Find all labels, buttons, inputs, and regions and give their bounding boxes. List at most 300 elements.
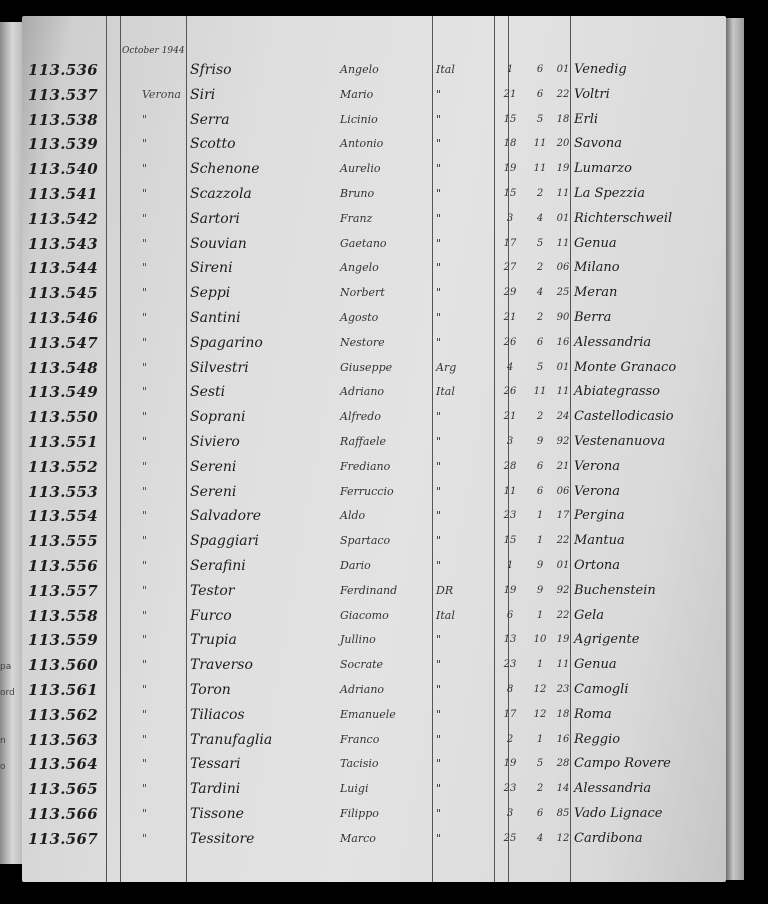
left-edge-fragment: pa: [0, 662, 12, 672]
nationality: ": [436, 335, 442, 349]
birth-year: 22: [556, 88, 570, 100]
surname: Tiliacos: [190, 706, 245, 723]
prisoner-number: 113.567: [28, 829, 98, 848]
arrival-note: ": [142, 162, 148, 176]
prisoner-number: 113.548: [28, 358, 98, 377]
nationality: ": [436, 112, 442, 126]
birth-place: Campo Rovere: [574, 756, 671, 772]
prisoner-number: 113.544: [28, 259, 98, 278]
first-name: Aurelio: [340, 162, 381, 176]
table-row: [22, 232, 726, 257]
birth-year: 22: [556, 535, 570, 547]
birth-month: 11: [533, 163, 547, 175]
prisoner-number: 113.557: [28, 581, 98, 600]
table-row: [22, 108, 726, 133]
birth-place: Castellodicasio: [574, 409, 674, 425]
nationality: ": [436, 683, 442, 696]
nationality: ": [436, 782, 442, 796]
nationality: ": [436, 509, 442, 523]
table-row: [22, 207, 726, 232]
first-name: Norbert: [340, 286, 385, 300]
birth-day: 4: [506, 361, 514, 373]
table-row: [22, 480, 726, 505]
arrival-note: ": [142, 707, 148, 721]
birth-place: Agrigente: [574, 632, 640, 648]
birth-year: 19: [556, 634, 570, 646]
table-row: [22, 529, 726, 554]
surname: Toron: [190, 682, 231, 698]
surname: Sartori: [190, 210, 240, 227]
birth-place: Reggio: [574, 731, 621, 747]
prisoner-number: 113.555: [28, 532, 98, 551]
surname: Sereni: [190, 483, 237, 500]
arrival-note: ": [142, 757, 148, 771]
prisoner-number: 113.556: [28, 557, 98, 575]
birth-month: 11: [533, 138, 547, 150]
prisoner-number: 113.552: [28, 457, 98, 476]
nationality: ": [436, 831, 442, 845]
birth-year: 16: [556, 733, 570, 745]
table-row: [22, 157, 726, 182]
birth-year: 14: [556, 783, 570, 795]
surname: Tessitore: [190, 830, 255, 847]
arrival-note: ": [142, 236, 148, 250]
header-date-note: October 1944: [122, 46, 185, 56]
nationality: Arg: [436, 360, 457, 374]
left-page-edge: [0, 22, 22, 864]
nationality: ": [436, 187, 442, 200]
arrival-note: ": [142, 831, 148, 845]
prisoner-number: 113.565: [28, 780, 98, 799]
birth-place: Lumarzo: [574, 161, 632, 177]
birth-month: 4: [536, 287, 544, 299]
birth-day: 1: [506, 64, 514, 75]
first-name: Giacomo: [340, 608, 389, 622]
nationality: Ital: [436, 63, 455, 76]
birth-place: Voltri: [574, 86, 610, 102]
arrival-note: ": [142, 211, 148, 225]
nationality: ": [436, 707, 442, 721]
birth-day: 28: [503, 460, 517, 472]
table-row: [22, 455, 726, 480]
birth-day: 6: [506, 609, 514, 621]
table-row: [22, 504, 726, 529]
surname: Scazzola: [190, 186, 252, 202]
birth-day: 21: [503, 312, 517, 323]
table-row: [22, 827, 726, 852]
prisoner-number: 113.546: [28, 309, 98, 327]
table-row: [22, 182, 726, 207]
first-name: Luigi: [340, 782, 369, 796]
birth-month: 2: [536, 262, 544, 274]
birth-year: 11: [556, 386, 570, 398]
arrival-note: ": [142, 137, 148, 151]
surname: Siviero: [190, 434, 240, 450]
first-name: Adriano: [340, 385, 385, 399]
table-row: [22, 604, 726, 629]
surname: Tranufaglia: [190, 731, 273, 748]
prisoner-number: 113.558: [28, 606, 98, 625]
birth-day: 19: [503, 758, 517, 770]
birth-day: 19: [503, 584, 517, 596]
birth-month: 10: [533, 634, 547, 646]
prisoner-number: 113.547: [28, 333, 98, 352]
nationality: ": [436, 658, 442, 672]
birth-place: Cardibona: [574, 830, 643, 846]
birth-month: 4: [536, 212, 544, 224]
nationality: ": [436, 633, 442, 647]
birth-day: 23: [503, 659, 517, 671]
table-row: [22, 728, 726, 753]
nationality: ": [436, 757, 442, 771]
birth-day: 23: [503, 510, 517, 522]
surname: Testor: [190, 582, 235, 599]
birth-month: 1: [536, 510, 544, 522]
prisoner-number: 113.566: [28, 805, 98, 823]
surname: Furco: [190, 607, 232, 624]
birth-month: 9: [536, 436, 544, 447]
birth-year: 11: [556, 659, 570, 671]
prisoner-number: 113.545: [28, 284, 98, 303]
nationality: DR: [436, 583, 454, 597]
first-name: Emanuele: [340, 707, 396, 721]
arrival-note: ": [142, 187, 148, 200]
birth-year: 01: [556, 361, 570, 373]
surname: Scotto: [190, 136, 236, 153]
table-row: [22, 306, 726, 331]
birth-year: 18: [556, 113, 570, 125]
first-name: Adriano: [340, 683, 385, 696]
nationality: ": [436, 162, 442, 176]
birth-day: 17: [503, 708, 517, 720]
first-name: Tacisio: [340, 757, 379, 771]
arrival-note: ": [142, 782, 148, 796]
birth-place: Buchenstein: [574, 582, 656, 598]
table-row: [22, 405, 726, 430]
surname: Siri: [190, 86, 216, 103]
first-name: Spartaco: [340, 534, 391, 548]
first-name: Franco: [340, 732, 380, 746]
table-row: [22, 256, 726, 281]
birth-month: 1: [536, 733, 544, 745]
birth-year: 92: [556, 584, 570, 596]
birth-month: 2: [536, 312, 544, 323]
birth-place: Verona: [574, 483, 621, 499]
first-name: Filippo: [340, 807, 379, 820]
left-edge-fragment: n: [0, 736, 6, 746]
first-name: Angelo: [340, 261, 379, 275]
register-page: [22, 16, 726, 882]
surname: Soprani: [190, 409, 246, 426]
birth-day: 21: [503, 88, 517, 100]
birth-month: 6: [536, 460, 544, 472]
arrival-note: ": [142, 583, 148, 597]
birth-year: 11: [556, 188, 570, 199]
table-row: [22, 628, 726, 653]
birth-day: 8: [506, 684, 514, 695]
birth-month: 2: [536, 188, 544, 199]
first-name: Nestore: [340, 335, 385, 349]
birth-month: 9: [536, 584, 544, 596]
birth-year: 22: [556, 609, 570, 621]
table-row: [22, 678, 726, 703]
birth-place: Monte Granaco: [574, 359, 677, 375]
nationality: ": [436, 559, 442, 572]
prisoner-number: 113.549: [28, 383, 98, 402]
table-row: [22, 331, 726, 356]
birth-year: 90: [556, 312, 570, 323]
surname: Traverso: [190, 657, 253, 674]
birth-year: 11: [556, 237, 570, 249]
first-name: Jullino: [340, 633, 376, 647]
birth-month: 2: [536, 411, 544, 423]
table-row: [22, 554, 726, 579]
birth-month: 6: [536, 485, 544, 497]
surname: Sireni: [190, 260, 233, 277]
prisoner-number: 113.563: [28, 730, 98, 749]
birth-place: Abiategrasso: [574, 384, 660, 400]
arrival-note: ": [142, 658, 148, 672]
first-name: Marco: [340, 831, 376, 845]
table-row: [22, 356, 726, 381]
arrival-note: ": [142, 410, 148, 424]
surname: Silvestri: [190, 359, 249, 376]
prisoner-number: 113.562: [28, 705, 98, 724]
nationality: ": [436, 732, 442, 746]
first-name: Frediano: [340, 459, 391, 473]
birth-month: 1: [536, 609, 544, 621]
left-edge-fragment: o: [0, 762, 6, 772]
first-name: Alfredo: [340, 410, 381, 424]
prisoner-number: 113.561: [28, 681, 98, 699]
birth-place: Roma: [574, 706, 612, 722]
birth-month: 9: [536, 560, 544, 571]
arrival-note: ": [142, 335, 148, 349]
birth-month: 12: [533, 708, 547, 720]
prisoner-number: 113.538: [28, 110, 98, 129]
surname: Seppi: [190, 285, 231, 302]
birth-day: 13: [503, 634, 517, 646]
arrival-note: ": [142, 286, 148, 300]
first-name: Aldo: [340, 509, 366, 523]
table-row: [22, 752, 726, 777]
nationality: ": [436, 534, 442, 548]
page-curl: [726, 18, 744, 880]
birth-place: Verona: [574, 458, 621, 474]
table-row: [22, 802, 726, 827]
table-row: [22, 380, 726, 405]
birth-place: Genua: [574, 657, 617, 673]
birth-day: 19: [503, 163, 517, 175]
birth-place: Erli: [574, 111, 599, 127]
birth-place: Mantua: [574, 533, 625, 549]
arrival-note: ": [142, 311, 148, 324]
prisoner-number: 113.541: [28, 185, 98, 203]
arrival-note: ": [142, 435, 148, 448]
birth-day: 25: [503, 832, 517, 844]
birth-month: 4: [536, 832, 544, 844]
prisoner-number: 113.537: [28, 85, 98, 104]
surname: Tessari: [190, 756, 241, 773]
arrival-note: ": [142, 112, 148, 126]
prisoner-number: 113.542: [28, 209, 98, 228]
birth-month: 5: [536, 113, 544, 125]
birth-day: 15: [503, 535, 517, 547]
prisoner-number: 113.543: [28, 234, 98, 253]
birth-place: Vestenanuova: [574, 434, 666, 449]
table-row: [22, 777, 726, 802]
birth-month: 2: [536, 783, 544, 795]
birth-month: 5: [536, 361, 544, 373]
birth-day: 27: [503, 262, 517, 274]
arrival-note: ": [142, 459, 148, 473]
birth-year: 01: [556, 560, 570, 571]
left-edge-fragment: ord: [0, 688, 15, 698]
birth-place: Milano: [574, 260, 620, 276]
surname: Spagarino: [190, 334, 263, 351]
surname: Schenone: [190, 161, 260, 178]
birth-month: 6: [536, 808, 544, 819]
surname: Sesti: [190, 384, 226, 401]
birth-month: 5: [536, 237, 544, 249]
arrival-note: ": [142, 385, 148, 399]
birth-month: 5: [536, 758, 544, 770]
surname: Tardini: [190, 781, 241, 798]
surname: Sfriso: [190, 62, 232, 78]
birth-day: 23: [503, 783, 517, 795]
arrival-note: ": [142, 534, 148, 548]
birth-day: 15: [503, 113, 517, 125]
birth-year: 06: [556, 485, 570, 497]
birth-year: 23: [556, 684, 570, 695]
prisoner-number: 113.536: [28, 61, 98, 79]
surname: Spaggiari: [190, 533, 259, 550]
table-row: [22, 83, 726, 108]
arrival-note: ": [142, 484, 148, 498]
table-row: [22, 281, 726, 306]
arrival-note: ": [142, 633, 148, 647]
nationality: ": [436, 261, 442, 275]
birth-month: 12: [533, 684, 547, 695]
birth-day: 17: [503, 237, 517, 249]
birth-month: 6: [536, 336, 544, 348]
birth-day: 18: [503, 138, 517, 150]
arrival-note: ": [142, 509, 148, 523]
nationality: ": [436, 410, 442, 424]
prisoner-number: 113.550: [28, 408, 98, 427]
birth-year: 18: [556, 708, 570, 720]
birth-month: 6: [536, 64, 544, 75]
birth-day: 26: [503, 386, 517, 398]
birth-year: 17: [556, 510, 570, 522]
birth-day: 3: [506, 808, 514, 819]
birth-day: 11: [503, 485, 517, 497]
first-name: Raffaele: [340, 435, 386, 448]
prisoner-number: 113.560: [28, 656, 98, 675]
prisoner-number: 113.559: [28, 631, 98, 650]
table-row: [22, 703, 726, 728]
birth-day: 3: [506, 212, 514, 224]
nationality: ": [436, 311, 442, 324]
birth-year: 24: [556, 411, 570, 423]
table-row: [22, 132, 726, 157]
arrival-note: Verona: [142, 87, 181, 101]
birth-place: Alessandria: [574, 781, 652, 797]
birth-year: 19: [556, 163, 570, 175]
surname: Trupia: [190, 632, 237, 649]
first-name: Franz: [340, 211, 373, 225]
nationality: ": [436, 137, 442, 151]
birth-place: Richterschweil: [574, 210, 673, 226]
birth-place: Vado Lignace: [574, 806, 663, 821]
birth-year: 21: [556, 460, 570, 472]
birth-year: 01: [556, 212, 570, 224]
surname: Tissone: [190, 806, 244, 822]
nationality: ": [436, 484, 442, 498]
table-row: [22, 653, 726, 678]
prisoner-number: 113.551: [28, 433, 98, 451]
birth-place: Pergina: [574, 508, 625, 524]
prisoner-number: 113.553: [28, 482, 98, 501]
first-name: Bruno: [340, 187, 375, 200]
nationality: ": [436, 435, 442, 448]
birth-year: 20: [556, 138, 570, 150]
arrival-note: ": [142, 261, 148, 275]
first-name: Giuseppe: [340, 360, 393, 374]
birth-year: 06: [556, 262, 570, 274]
nationality: Ital: [436, 608, 455, 622]
nationality: ": [436, 236, 442, 250]
table-row: [22, 430, 726, 455]
first-name: Licinio: [340, 112, 378, 126]
first-name: Agosto: [340, 311, 379, 324]
nationality: ": [436, 807, 442, 820]
arrival-note: ": [142, 732, 148, 746]
first-name: Mario: [340, 87, 374, 101]
birth-place: Berra: [574, 310, 612, 325]
nationality: ": [436, 459, 442, 473]
birth-year: 12: [556, 832, 570, 844]
birth-month: 1: [536, 659, 544, 671]
prisoner-number: 113.539: [28, 135, 98, 154]
birth-day: 3: [506, 436, 514, 447]
birth-day: 2: [506, 733, 514, 745]
birth-place: La Spezzia: [574, 186, 646, 201]
prisoner-number: 113.540: [28, 160, 98, 179]
birth-year: 01: [556, 64, 570, 75]
surname: Santini: [190, 310, 241, 326]
birth-month: 11: [533, 386, 547, 398]
first-name: Ferruccio: [340, 484, 394, 498]
birth-year: 16: [556, 336, 570, 348]
birth-month: 6: [536, 88, 544, 100]
birth-day: 15: [503, 188, 517, 199]
birth-day: 29: [503, 287, 517, 299]
birth-year: 85: [556, 808, 570, 819]
table-row: [22, 579, 726, 604]
nationality: ": [436, 87, 442, 101]
birth-year: 28: [556, 758, 570, 770]
surname: Salvadore: [190, 508, 262, 525]
first-name: Antonio: [340, 137, 384, 151]
first-name: Gaetano: [340, 236, 387, 250]
prisoner-number: 113.564: [28, 755, 98, 774]
birth-day: 21: [503, 411, 517, 423]
surname: Serra: [190, 111, 230, 128]
birth-year: 25: [556, 287, 570, 299]
birth-month: 1: [536, 535, 544, 547]
birth-year: 92: [556, 436, 570, 447]
